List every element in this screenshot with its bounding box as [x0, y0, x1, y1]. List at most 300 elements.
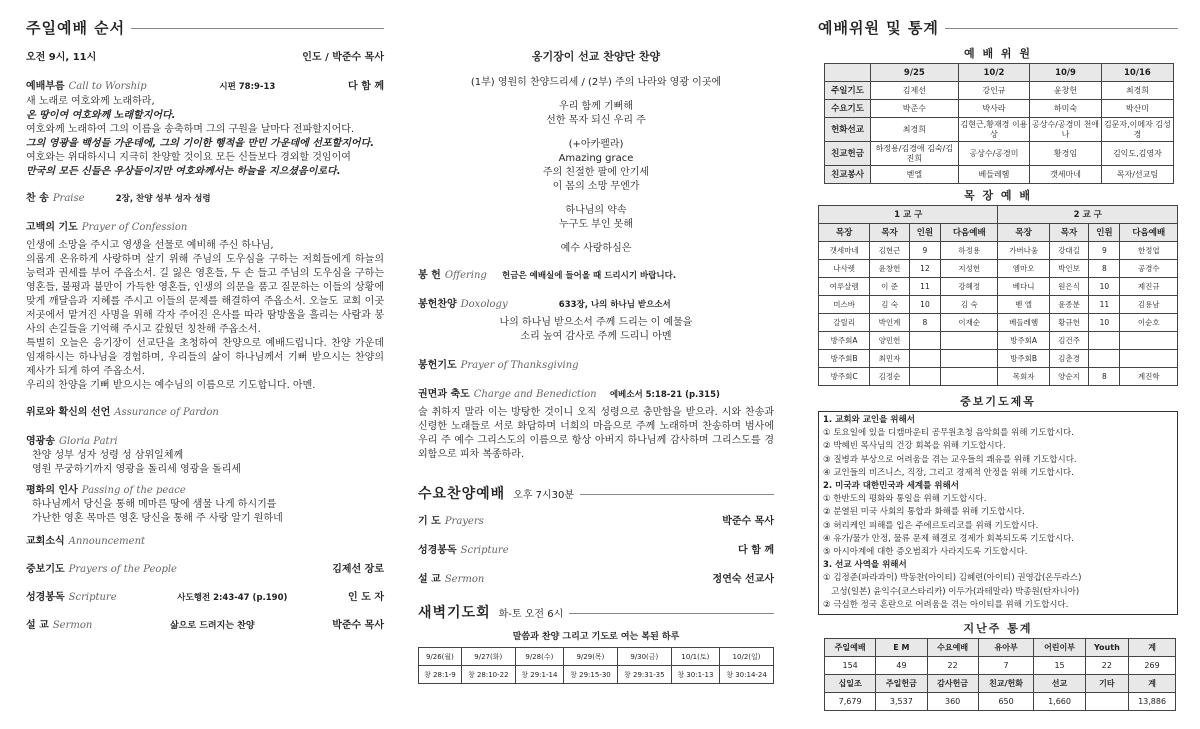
dawn-ref: 창 29:1-14 [515, 666, 563, 684]
cell-value [941, 368, 998, 386]
call-line: 여호와는 위대하시니 지극히 찬양할 것이요 모든 신들보다 경외할 것임이여 [26, 152, 351, 163]
cell-value [909, 368, 940, 386]
item-label: 설 교 [26, 620, 49, 631]
prayer-line: 1. 교회와 교인을 위해서 [823, 415, 915, 425]
cell-value: 9 [1089, 242, 1120, 260]
staff-caption: 예 배 위 원 [964, 47, 1032, 60]
prayer-list [818, 411, 1178, 615]
cell-group-table [818, 205, 1178, 386]
cell-value: 갈릴리 [819, 314, 870, 332]
stat-value: 13,886 [1129, 693, 1176, 711]
service-leader: 인도 / 박준수 목사 [302, 52, 384, 63]
item-en: Call to Worship [68, 81, 147, 92]
cell-row [819, 350, 1178, 368]
item-en: Scripture [68, 592, 117, 603]
staff-role: 주일기도 [825, 82, 871, 100]
lyric-line: 우리 함께 기뻐해 [559, 101, 633, 112]
item-who: 인 도 자 [348, 592, 384, 603]
item-who: 박준수 목사 [332, 620, 384, 631]
staff-role: 친교헌금 [825, 142, 871, 166]
item-ref: 시편 78:9-13 [219, 82, 276, 92]
dawn-schedule-table [418, 647, 774, 684]
gloria-text [26, 449, 384, 477]
item-label: 위로와 확신의 선언 [26, 407, 111, 418]
dawn-caption: 말씀과 찬양 그리고 기도로 여는 복된 하루 [512, 632, 680, 642]
staff-row [825, 100, 1174, 118]
staff-cell: 강인규 [958, 82, 1029, 100]
lyric-line: 주의 친절한 팔에 안기세 [542, 167, 650, 178]
prayer-line: ① 한반도의 평화와 통일을 위해 기도합시다. [823, 494, 987, 505]
cell-value: 베다니 [998, 278, 1049, 296]
cell-value: 윤종분 [1049, 296, 1089, 314]
cell-group-row [819, 206, 1178, 224]
prayer-line: ① 김정준(파라과이) 박동찬(아이티) 김혜련(아이티) 권영갑(온두라스) [823, 573, 1082, 584]
item-label: 봉헌기도 [418, 360, 457, 371]
dawn-ref: 창 30:1-13 [671, 666, 719, 684]
cell-value: 여루살렘 [819, 278, 870, 296]
prayer-line: 2. 미국과 대한민국과 세계를 위해서 [823, 481, 959, 492]
item-en: Prayers [444, 516, 484, 527]
intercession-row [26, 560, 384, 575]
staff-cell: 베들레헴 [958, 166, 1029, 184]
cell-value: 11 [1089, 296, 1120, 314]
item-en: Gloria Patri [58, 436, 118, 447]
doxology-text [418, 316, 774, 344]
cell-header: 목장 [819, 224, 870, 242]
cell-value: 이순호 [1120, 314, 1178, 332]
hymn-text: 2장, 찬양 성부 성자 성령 [115, 194, 211, 204]
staff-cell: 하미숙 [1030, 100, 1102, 118]
cell-value: 하정용 [941, 242, 998, 260]
dawn-ref: 창 28:1-9 [419, 666, 462, 684]
staff-cell: 최경희 [871, 118, 959, 142]
title-text: 수요찬양예배 [418, 486, 506, 502]
verse-group [418, 204, 774, 232]
verse-group [418, 242, 774, 256]
lyric-line: Amazing grace [558, 153, 634, 164]
cell-value: 원은식 [1049, 278, 1089, 296]
call-to-worship-row [26, 77, 384, 92]
scripture-row [26, 588, 384, 603]
dawn-ref: 창 29:15-30 [564, 666, 618, 684]
staff-cell: 김제선 [871, 82, 959, 100]
title-rule [945, 28, 1178, 29]
cell-value [1089, 350, 1120, 368]
prayer-line: ③ 허리케인 피해를 입은 주에르토리코를 위해 기도합시다. [823, 520, 1039, 531]
attendance-header [825, 639, 1176, 657]
staff-row [825, 82, 1174, 100]
cell-value: 갯세마네 [819, 242, 870, 260]
dawn-day: 9/30(금) [617, 648, 671, 666]
cell-body [819, 242, 1178, 386]
cell-row [819, 278, 1178, 296]
cell-row [819, 296, 1178, 314]
item-en: Prayer of Confession [81, 222, 188, 233]
prayer-line: 고성(일본) 윤익수(코스타리카) 이두가(과테말라) 박종원(탄자니아) [823, 586, 1080, 597]
staff-row [825, 166, 1174, 184]
lyric-line: 나의 하나님 받으소서 주께 드리는 이 예물을 [499, 317, 693, 328]
item-who: 다 함 께 [738, 545, 774, 556]
prayer-line: ① 토요일에 있을 디캠마운티 공무원초청 음악회를 위해 기도합시다. [823, 428, 1074, 439]
cell-value: 엠마오 [998, 260, 1049, 278]
cell-value: 박인계 [870, 314, 910, 332]
staff-corner [825, 64, 871, 82]
staff-date: 10/16 [1101, 64, 1173, 82]
item-en: Sermon [52, 620, 93, 631]
cell-row [819, 368, 1178, 386]
item-ref: 에베소서 5:18-21 (p.315) [609, 390, 720, 400]
cell-row [819, 260, 1178, 278]
cell-value: 12 [909, 260, 940, 278]
lyric-line: 이 몸의 소망 무엔가 [552, 181, 640, 192]
dawn-ref: 창 30:14-24 [720, 666, 774, 684]
cell-caption: 목 장 예 배 [964, 189, 1032, 202]
cell-value: 김 숙 [941, 296, 998, 314]
item-who: 정연숙 선교사 [712, 574, 774, 585]
praise-row [26, 189, 384, 204]
cell-value: 8 [909, 314, 940, 332]
item-en: Scripture [460, 545, 509, 556]
cell-value: 한정엽 [1120, 242, 1178, 260]
staff-role: 수요기도 [825, 100, 871, 118]
item-ref: 사도행전 2:43-47 (p.190) [177, 593, 288, 603]
peace-text [26, 498, 384, 526]
cell-row [819, 332, 1178, 350]
stat-header: 주일헌금 [876, 675, 927, 693]
staff-date: 9/25 [871, 64, 959, 82]
cell-value: 방주회B [819, 350, 870, 368]
confession-paragraph: 우리의 찬양을 기뻐 받으시는 예수님의 이름으로 기도합니다. 아멘. [26, 380, 316, 391]
call-text [26, 95, 384, 179]
stat-header: 기타 [1085, 675, 1128, 693]
item-en: Prayers of the People [68, 564, 177, 575]
item-label: 성경봉독 [418, 545, 457, 556]
staff-cell: 윤창헌 [1030, 82, 1102, 100]
cell-header: 목자 [1049, 224, 1089, 242]
lyric-line: 하나님의 약속 [565, 205, 627, 216]
item-label: 기 도 [418, 516, 441, 527]
dawn-ref: 창 28:10-22 [461, 666, 515, 684]
stat-value: 7,679 [825, 693, 876, 711]
verse-group [418, 138, 774, 194]
staff-cell: 공상수/공경미 천애나 [1030, 118, 1102, 142]
lyric-line: 소리 높여 감사로 주께 드리니 아멘 [520, 331, 672, 342]
cell-value: 강대길 [1049, 242, 1089, 260]
sermon-row [26, 616, 384, 631]
staff-and-stats [818, 0, 1178, 711]
call-line: 온 땅이여 여호와께 노래할지어다. [26, 110, 176, 121]
item-label: 권면과 축도 [418, 389, 470, 400]
gloria-row [26, 432, 384, 447]
dawn-day: 10/1(토) [671, 648, 719, 666]
benediction-row [418, 385, 774, 400]
cell-value: 김춘경 [1049, 350, 1089, 368]
cell-header: 다음예배 [1120, 224, 1178, 242]
title-text: 새벽기도회 [418, 605, 491, 621]
call-line: 그의 영광을 백성들 가운데에, 그의 기이한 행적을 만민 가운데에 선포할지어다. [26, 138, 375, 149]
cell-value [909, 350, 940, 368]
cell-value: 제진규 [1120, 278, 1178, 296]
offering-row [418, 266, 774, 281]
stat-header: 계 [1129, 639, 1176, 657]
prayer-line: ③ 질병과 부상으로 어려움을 겪는 교우들의 쾌유를 위해 기도합시다. [823, 454, 1077, 465]
confession-row [26, 218, 384, 233]
item-label: 봉헌찬양 [418, 299, 457, 310]
staff-cell: 하정용/김경애 김숙/김진희 [871, 142, 959, 166]
wednesday-title [418, 480, 774, 506]
prayer-title: 중보기도제목 [960, 395, 1036, 408]
stat-value: 650 [978, 693, 1034, 711]
dawn-title [418, 599, 774, 625]
confession-paragraph: 특별히 오늘은 응기장이 선교단을 초청하여 찬양으로 예배드립니다. 찬양 가운데 임재하시는 하나님을 경험하며, 우리들의 삶이 하나님께서 기뻐 받으시는 찬양의 제사가 되게 하여 주옵소서. [26, 338, 384, 377]
attendance-values [825, 657, 1176, 675]
lyric-line: 누구도 부인 못해 [559, 219, 633, 230]
stat-value: 7 [978, 657, 1034, 675]
lyric-line: (+아카펠라) [568, 139, 624, 150]
lyric-line: 선한 목자 되신 우리 주 [546, 115, 646, 126]
stat-value: 3,537 [876, 693, 927, 711]
title-text: 예배위원 및 통계 [818, 18, 939, 37]
cell-header: 인원 [1089, 224, 1120, 242]
cell-value: 양민헌 [870, 332, 910, 350]
cell-value: 나사렛 [819, 260, 870, 278]
cell-header: 다음예배 [941, 224, 998, 242]
announcement-row [26, 532, 384, 547]
staff-table [824, 63, 1174, 184]
verse-group [418, 100, 774, 128]
staff-cell: 박사라 [958, 100, 1029, 118]
title-rule [131, 28, 384, 29]
offering-header [825, 675, 1176, 693]
confession-paragraph: 의롭게 온유하게 사랑하며 살기 위해 주님의 도우심을 구하는 저희들에게 하늘의 능력과 권세를 부어 주옵소서. 길 잃은 영혼들, 두 손 들고 주님의 도우심을 구하는 영혼들, 불평과 불만이 가득한 영혼들, 인생의 의문을 품고 질문하는 이들의 상황에 맞게 깨달음과 지혜를 주시고 이들의 문제를 해결하여 주옵소서. 오늘도 교회 이곳저곳에서 맡겨진 사명을 위해 각자 주어진 은사를 따라 땀방울을 흘리는 사람과 봉사의 손길들을 기억해 주시고 갚웠던 칭찬해 주옵소서. [26, 254, 384, 335]
cell-value: 이재순 [941, 314, 998, 332]
cell-value: 양순지 [1049, 368, 1089, 386]
call-line: 여호와께 노래하여 그의 이름을 송축하며 그의 구원을 날마다 전파할지어다. [26, 124, 355, 135]
cell-value: 윤창헌 [870, 260, 910, 278]
wed-prayer-row [418, 512, 774, 527]
benediction-text: 술 취하지 말라 이는 방탕한 것이니 오직 성령으로 충만함을 받으라. 시와 찬송과 신령한 노래들로 서로 화답하며 너희의 마음으로 주께 노래하며 찬송하며 범사에 우리 주 예수 그리스도의 이름으로 항상 아버지 하나님께 감사하며 그리스도를 경외함으로 피차 복종하라. [418, 407, 774, 460]
cell-value: 방주회A [819, 332, 870, 350]
stat-value: 360 [927, 693, 978, 711]
stat-value: 154 [825, 657, 876, 675]
stat-value: 22 [927, 657, 978, 675]
dawn-ref: 창 29:31-35 [617, 666, 671, 684]
stat-value: 49 [876, 657, 927, 675]
title-rule [580, 494, 774, 495]
cell-header: 인원 [909, 224, 940, 242]
item-who: 다 함 께 [348, 81, 384, 92]
stat-header: 수요예배 [927, 639, 978, 657]
stat-value: 15 [1034, 657, 1085, 675]
item-label: 중보기도 [26, 564, 65, 575]
item-label: 성경봉독 [26, 592, 65, 603]
cell-value: 9 [909, 242, 940, 260]
cell-value [1089, 332, 1120, 350]
stat-value: 269 [1129, 657, 1176, 675]
item-who: 박준수 목사 [722, 516, 774, 527]
wed-scripture-row [418, 541, 774, 556]
staff-cell: 목자/선교팀 [1101, 166, 1173, 184]
cell-value [941, 350, 998, 368]
cell-value: 8 [1089, 368, 1120, 386]
cell-value: 김 숙 [870, 296, 910, 314]
item-who: 김제선 장로 [332, 564, 384, 575]
item-en: Prayer of Thanksgiving [460, 360, 579, 371]
cell-header-row [819, 224, 1178, 242]
dawn-days-row [419, 648, 774, 666]
staff-header-row [825, 64, 1174, 82]
dawn-day: 9/27(화) [461, 648, 515, 666]
offering-values [825, 693, 1176, 711]
stats-caption: 지난주 통계 [963, 622, 1033, 636]
dawn-day: 9/28(수) [515, 648, 563, 666]
lyric-line: 가난한 영혼 목마른 영혼 당신을 통해 주 사랑 알기 원하네 [32, 513, 283, 524]
cell-value: 가버나움 [998, 242, 1049, 260]
cell-value: 최민자 [870, 350, 910, 368]
dawn-day: 9/29(목) [564, 648, 618, 666]
stat-header: E M [876, 639, 927, 657]
stat-header: 어린이부 [1034, 639, 1085, 657]
staff-row [825, 142, 1174, 166]
item-label: 교회소식 [26, 536, 65, 547]
prayer-line: ② 분열된 미국 사회의 통합과 화해를 위해 기도합시다. [823, 507, 1025, 518]
cell-header: 목장 [998, 224, 1049, 242]
cell-value: 벧 엘 [998, 296, 1049, 314]
cell-value: 이 준 [870, 278, 910, 296]
cell-value: 10 [1089, 314, 1120, 332]
cell-value: 8 [1089, 260, 1120, 278]
item-en: Assurance of Pardon [114, 407, 219, 418]
stat-header: 계 [1129, 675, 1176, 693]
call-line: 만국의 모든 신들은 우상들이지만 여호와께서는 하늘을 지으셨음이로다. [26, 166, 341, 177]
dawn-day: 10/2(일) [720, 648, 774, 666]
choir-subtitle: (1부) 영원히 찬양드리세 / (2부) 주의 나라와 영광 이곳에 [470, 77, 722, 88]
offering-note: 헌금은 예배실에 들어올 때 드리시기 바랍니다. [502, 271, 677, 281]
staff-cell: 김익도,김영자 [1101, 142, 1173, 166]
group-2-label: 2 교 구 [998, 206, 1178, 224]
staff-cell: 벧엘 [871, 166, 959, 184]
cell-value: 목회자 [998, 368, 1049, 386]
group-1-label: 1 교 구 [819, 206, 998, 224]
lyric-line: 찬양 성부 성자 성령 성 삼위일체께 [32, 450, 184, 461]
cell-value: 계진학 [1120, 368, 1178, 386]
stat-header: Youth [1085, 639, 1128, 657]
cell-value: 박인보 [1049, 260, 1089, 278]
prayer-line: ② 극심한 정국 혼란으로 어려움을 겪는 아이티를 위해 기도합시다. [823, 599, 1069, 610]
cell-value [909, 332, 940, 350]
section-title [818, 14, 1178, 40]
lyric-line: 하나님께서 당신을 통해 메마른 땅에 샘물 나게 하시기를 [32, 499, 277, 510]
stats-table [824, 638, 1176, 711]
item-label: 평화의 인사 [26, 485, 78, 496]
item-en: Doxology [460, 299, 508, 310]
cell-value: 방주회C [819, 368, 870, 386]
call-line: 새 노래로 여호와께 노래하라, [26, 96, 155, 107]
cell-value: 방주회B [998, 350, 1049, 368]
stat-value [1085, 693, 1128, 711]
item-label: 찬 송 [26, 193, 49, 204]
dawn-time: 화-토 오전 6시 [498, 608, 564, 620]
prayer-line: ④ 교인들의 비즈니스, 직장, 그리고 경제적 안정을 위해 기도합시다. [823, 467, 1074, 478]
cell-value [941, 332, 998, 350]
stat-value: 22 [1085, 657, 1128, 675]
cell-value: 방주회A [998, 332, 1049, 350]
service-time-row [26, 48, 384, 63]
dawn-refs-row [419, 666, 774, 684]
staff-cell: 황경임 [1030, 142, 1102, 166]
cell-value [1120, 332, 1178, 350]
cell-value: 공경수 [1120, 260, 1178, 278]
cell-value: 김용남 [1120, 296, 1178, 314]
cell-value: 11 [909, 278, 940, 296]
cell-value: 베들레헴 [998, 314, 1049, 332]
item-en: Praise [52, 193, 85, 204]
lyric-line: 예수 사랑하심은 [560, 243, 632, 254]
staff-cell: 최경희 [1101, 82, 1173, 100]
item-label: 설 교 [418, 574, 441, 585]
confession-paragraph: 인생에 소망을 주시고 영생을 선물로 예비해 주신 하나님, [26, 240, 274, 251]
wed-sermon-row [418, 570, 774, 585]
cell-row [819, 242, 1178, 260]
stat-header: 십일조 [825, 675, 876, 693]
prayer-line: ⑤ 아시아계에 대한 증오범죄가 사라지도록 기도합시다. [823, 547, 1028, 558]
stat-header: 유아부 [978, 639, 1034, 657]
title-rule [569, 613, 774, 614]
title-text: 주일예배 순서 [26, 18, 126, 37]
cell-row [819, 314, 1178, 332]
staff-row [825, 118, 1174, 142]
item-en: Sermon [444, 574, 485, 585]
sermon-title: 삶으로 드려지는 찬양 [170, 621, 255, 631]
staff-cell: 김문자,이메자 김성경 [1101, 118, 1173, 142]
item-label: 영광송 [26, 436, 55, 447]
cell-header: 목자 [870, 224, 910, 242]
cell-value: 10 [1089, 278, 1120, 296]
choir-and-weekday [418, 0, 774, 684]
item-en: Charge and Benediction [473, 389, 597, 400]
stat-header: 선교 [1034, 675, 1085, 693]
cell-value: 강혜정 [941, 278, 998, 296]
item-label: 예배부름 [26, 81, 65, 92]
staff-role: 친교봉사 [825, 166, 871, 184]
peace-row [26, 481, 384, 496]
item-label: 봉 헌 [418, 270, 441, 281]
staff-date: 10/2 [958, 64, 1029, 82]
staff-date: 10/9 [1030, 64, 1102, 82]
item-label: 고백의 기도 [26, 222, 78, 233]
confession-text [26, 239, 384, 393]
stat-header: 감사헌금 [927, 675, 978, 693]
staff-body [825, 82, 1174, 184]
doxology-row [418, 295, 774, 310]
choir-title: 옹기장이 선교 찬양단 찬양 [531, 50, 661, 63]
staff-cell: 공상수/공경미 [958, 142, 1029, 166]
prayer-line: 3. 선교 사역을 위해서 [823, 560, 907, 571]
prayer-line: ④ 유가/물가 안정, 물류 문제 해결로 경제가 회복되도록 기도합시다. [823, 533, 1074, 544]
thanksgiving-row [418, 356, 774, 371]
service-time: 오전 9시, 11시 [26, 52, 97, 63]
cell-value: 김건주 [1049, 332, 1089, 350]
cell-value [1120, 350, 1178, 368]
cell-value: 지성헌 [941, 260, 998, 278]
cell-value: 황규헌 [1049, 314, 1089, 332]
staff-cell: 갯세마네 [1030, 166, 1102, 184]
cell-value: 10 [909, 296, 940, 314]
stat-header: 주일예배 [825, 639, 876, 657]
hymn-text: 633장, 나의 하나님 받으소서 [558, 300, 671, 310]
lyric-line: 영원 무궁하기까지 영광을 돌리세 영광을 돌리세 [32, 464, 242, 475]
choir-verses [418, 100, 774, 256]
